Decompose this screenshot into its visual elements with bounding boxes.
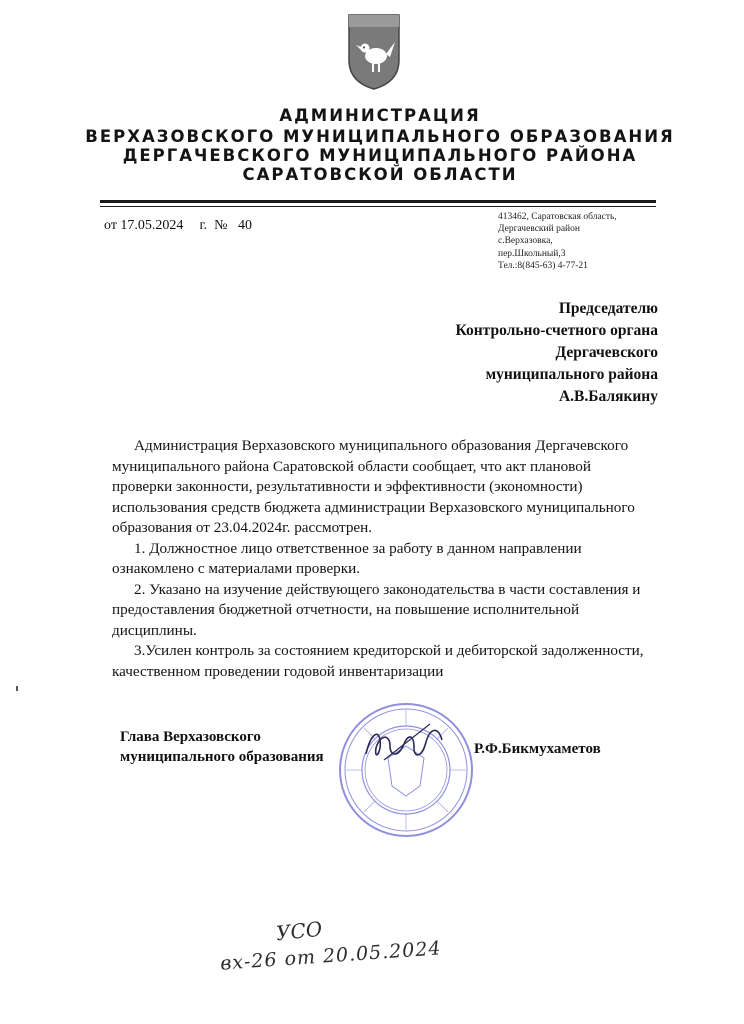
recipient-line: Контрольно-счетного органа xyxy=(455,322,658,339)
year-label: г. xyxy=(199,218,208,233)
header-divider-thin xyxy=(100,206,656,207)
address-line: 413462, Саратовская область, xyxy=(498,212,617,222)
letter-body xyxy=(112,436,652,682)
address-phone: Тел.:8(845-63) 4-77-21 xyxy=(498,260,588,271)
handwritten-signature-icon xyxy=(360,718,450,768)
signatory-title-line: муниципального образования xyxy=(120,749,324,765)
number-label: № xyxy=(214,218,228,233)
header-divider xyxy=(100,200,656,203)
body-paragraph: 1. Должностное лицо ответственное за работу в данном направлении ознакомлено с материалами проверки. xyxy=(112,539,582,577)
org-title-line-3: ДЕРГАЧЕВСКОГО МУНИЦИПАЛЬНОГО РАЙОНА xyxy=(122,146,638,165)
address-line: пер.Школьный,3 xyxy=(498,248,566,259)
signatory-name: Р.Ф.Бикмухаметов xyxy=(474,741,601,757)
signatory-title-line: Глава Верхазовского xyxy=(120,729,261,745)
sender-address xyxy=(498,211,617,272)
org-title-line-2: ВЕРХАЗОВСКОГО МУНИЦИПАЛЬНОГО ОБРАЗОВАНИЯ xyxy=(85,127,675,146)
coat-of-arms-icon xyxy=(346,12,402,92)
handwritten-registration: вх-26 от 20.05.2024 xyxy=(219,937,443,975)
scan-mark xyxy=(16,686,18,691)
recipient-line: Председателю xyxy=(558,300,658,317)
body-paragraph: 3.Усилен контроль за состоянием кредиторской и дебиторской задолженности, качественном проведении годовой инвентаризации xyxy=(112,642,644,680)
document-meta xyxy=(104,218,252,234)
address-line: Дергачевский район xyxy=(498,224,580,235)
recipient-line: муниципального района xyxy=(485,366,658,383)
recipient-block xyxy=(456,298,658,408)
document-number: 40 xyxy=(237,218,252,233)
signatory-title xyxy=(120,727,324,767)
body-paragraph: 2. Указано на изучение действующего законодательства в части составления и предоставления бюджетной отчетности, на повышение исполнительной дисциплины. xyxy=(112,580,641,639)
org-title-line-4: САРАТОВСКОЙ ОБЛАСТИ xyxy=(242,165,518,184)
document-date: от 17.05.2024 xyxy=(104,218,184,233)
org-title-line-1: АДМИНИСТРАЦИЯ xyxy=(279,106,481,125)
handwritten-note: УСО xyxy=(274,916,324,946)
address-line: с.Верхазовка, xyxy=(498,236,553,247)
recipient-line: Дергачевского xyxy=(555,344,658,361)
recipient-name: А.В.Балякину xyxy=(558,388,658,405)
body-paragraph: Администрация Верхазовского муниципального образования Дергачевского муниципального района Саратовской области сообщает, что акт плановой проверки законности, результативности и эффективности (экономности) использования средств бюджета администрации Верхазовского муниципального образования от 23.04.2024г. рассмотрен. xyxy=(112,437,635,536)
